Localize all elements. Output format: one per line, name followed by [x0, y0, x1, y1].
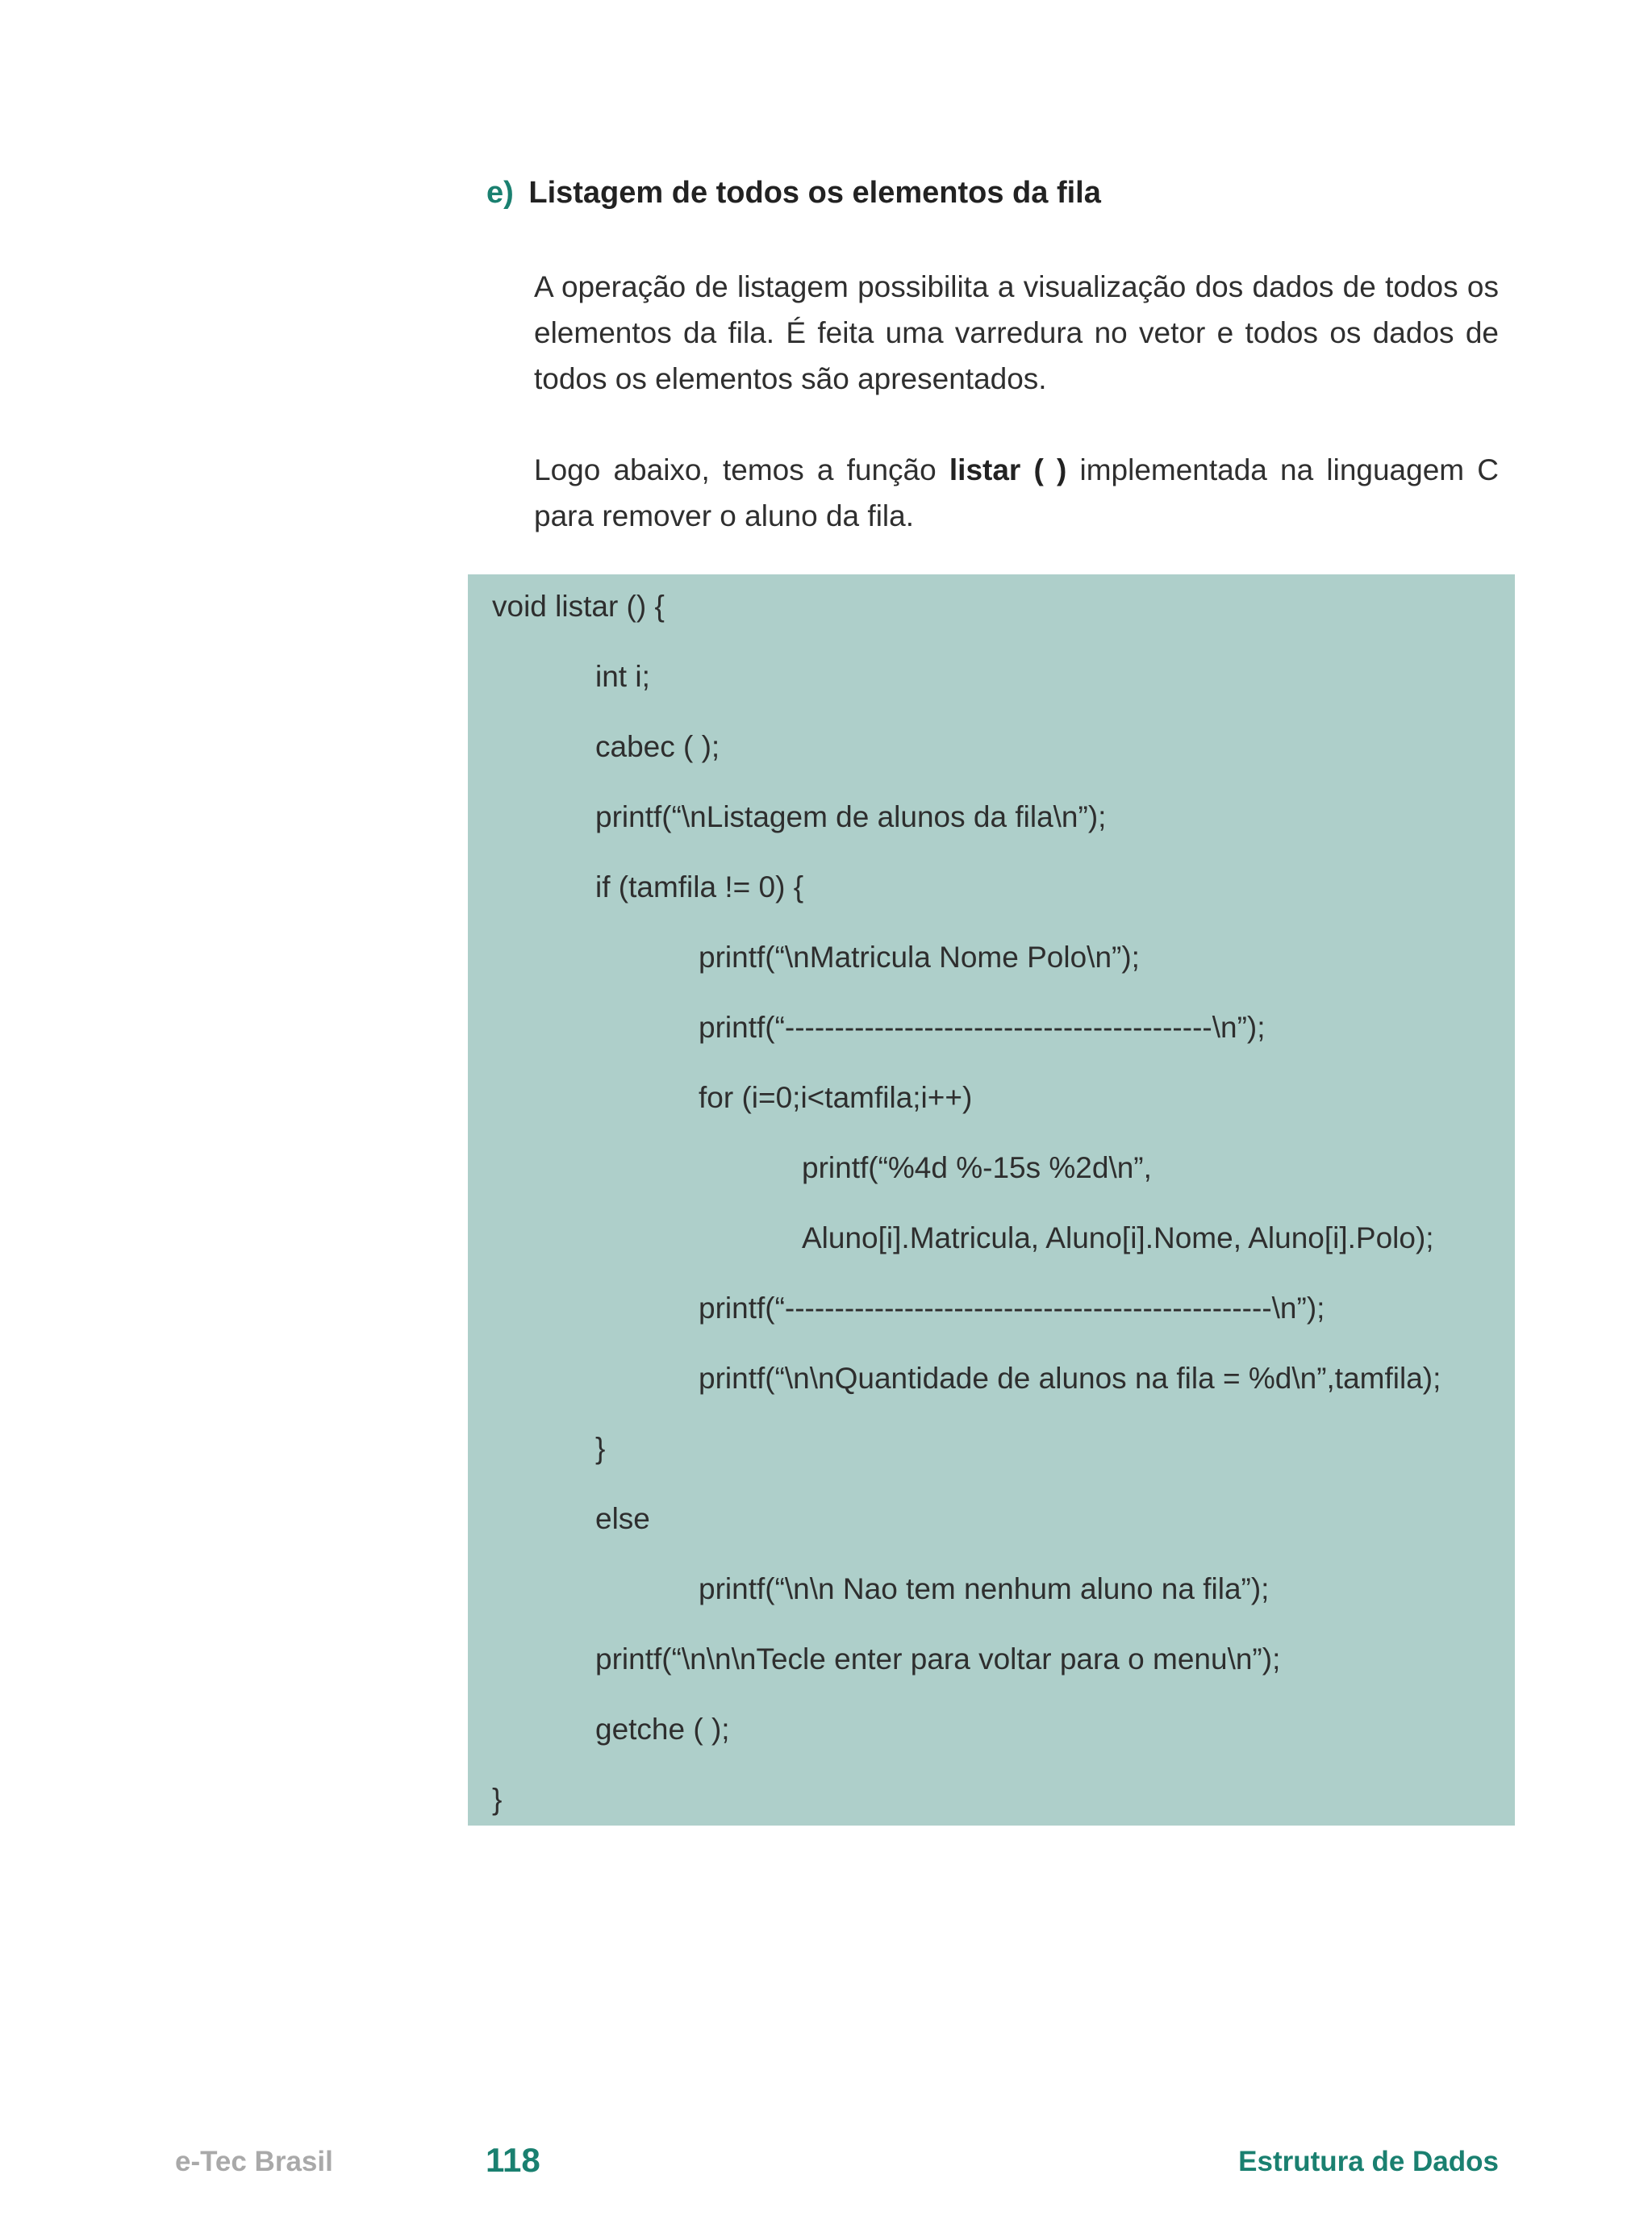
code-line: int i;: [595, 660, 650, 693]
footer-series-name: e-Tec Brasil: [175, 2146, 333, 2177]
code-line: printf(“\n\n Nao tem nenhum aluno na fila”);: [699, 1572, 1270, 1605]
code-line: printf(“\n\n\nTecle enter para voltar para o menu\n”);: [595, 1642, 1281, 1676]
section-title: Listagem de todos os elementos da fila: [528, 176, 1101, 210]
code-block: [468, 574, 1515, 1826]
code-line: printf(“-------------------------------------------\n”);: [699, 1011, 1266, 1044]
code-line: printf(“\n\nQuantidade de alunos na fila = %d\n”,tamfila);: [699, 1362, 1441, 1395]
footer-book-title: Estrutura de Dados: [1238, 2146, 1499, 2177]
section-letter: e): [486, 176, 514, 210]
paragraph-text-before: Logo abaixo, temos a função: [534, 453, 949, 486]
paragraph-text-after: implementada na linguagem C para remover o aluno da fila.: [534, 453, 1499, 532]
code-line: printf(“-------------------------------------------------\n”);: [699, 1292, 1325, 1325]
function-name-bold: listar ( ): [949, 453, 1067, 486]
paragraph-function-intro: [534, 447, 1499, 539]
paragraph-listing-description: A operação de listagem possibilita a visualização dos dados de todos os elementos da fila. É feita uma varredura no vetor e todos os dados de todos os elementos são apresentados.: [534, 270, 1499, 395]
code-line: printf(“\nListagem de alunos da fila\n”);: [595, 800, 1107, 833]
code-line: if (tamfila != 0) {: [595, 870, 804, 904]
code-line: for (i=0;i<tamfila;i++): [699, 1081, 973, 1114]
code-line: else: [595, 1502, 650, 1535]
code-line: cabec ( );: [595, 730, 720, 763]
code-line: printf(“%4d %-15s %2d\n”,: [802, 1151, 1152, 1184]
code-line: }: [595, 1432, 606, 1465]
code-line: printf(“\nMatricula Nome Polo\n”);: [699, 941, 1140, 974]
code-line: getche ( );: [595, 1713, 730, 1746]
code-line: void listar () {: [492, 590, 665, 623]
code-line: }: [492, 1783, 503, 1816]
code-line: Aluno[i].Matricula, Aluno[i].Nome, Aluno[i].Polo);: [802, 1221, 1434, 1254]
section-heading: [486, 176, 1101, 211]
page-number: 118: [486, 2141, 540, 2179]
